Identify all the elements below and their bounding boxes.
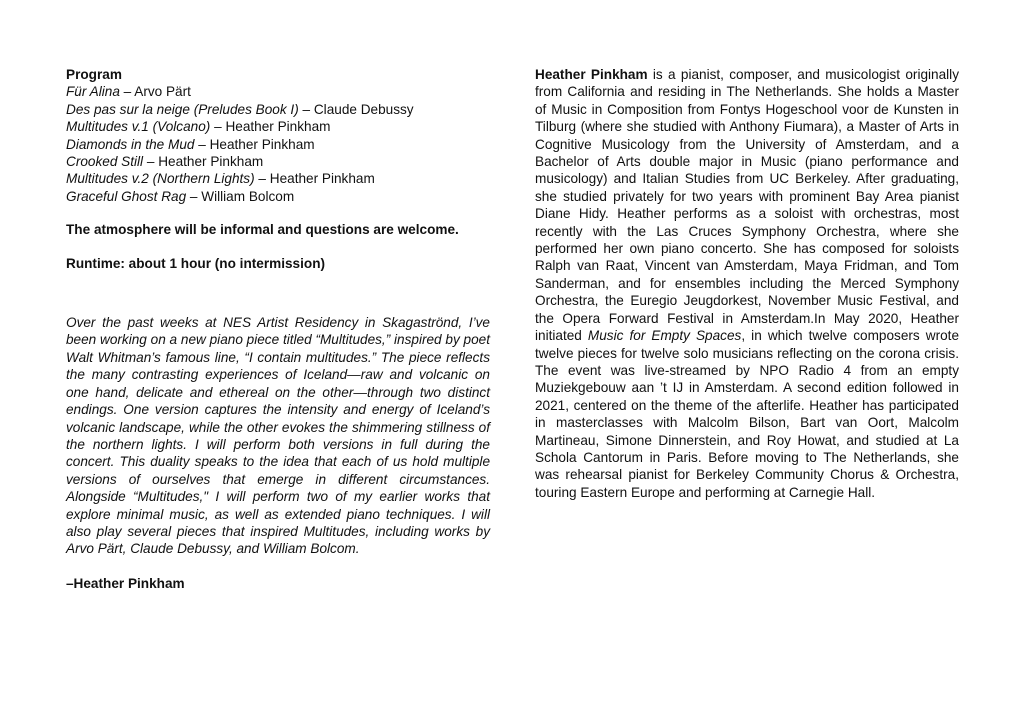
piece-title: Multitudes v.1 (Volcano) bbox=[66, 119, 211, 135]
separator: – bbox=[298, 101, 314, 117]
separator: – bbox=[254, 171, 270, 187]
bio-text-part1: is a pianist, composer, and musicologist originally from California and residing in The Netherlands. She holds a Master of Music in Composition from Fontys Hogeschool voor de Kunsten in Tilburg (where she studied with Anthony Fiumara), a Master of Arts in Cognitive Musicology from the University of Amsterdam, and a Bachelor of Arts double major in Music (piano performance and musicology) and Italian Studies from UC Berkeley. After graduating, she studied privately for two years with prominent Bay Area pianist Diane Hidy. Heather performs as a soloist with orchestras, most recently with the Las Cruces Symphony Orchestra, where she performed her own piano concerto. She has composed for soloists Ralph van Raat, Vincent van Amsterdam, Maya Fridman, and Tom Sanderman, and for ensembles including the Merced Symphony Orchestra, the Euregio Jeugdorkest, November Music Festival, and the Opera Forward Festival in Amsterdam.In May 2020, Heather initiated bbox=[535, 67, 960, 344]
artist-bio bbox=[535, 66, 959, 501]
piece-title: Crooked Still bbox=[66, 154, 144, 170]
composer: Claude Debussy bbox=[313, 101, 414, 117]
program-item bbox=[66, 153, 490, 170]
program-heading: Program bbox=[66, 67, 122, 82]
left-column bbox=[66, 66, 490, 592]
separator: – bbox=[119, 84, 135, 100]
composer: Heather Pinkham bbox=[158, 154, 264, 170]
composer: William Bolcom bbox=[201, 188, 295, 204]
program-section bbox=[66, 66, 490, 205]
right-column bbox=[535, 66, 959, 501]
program-item bbox=[66, 136, 490, 153]
signature: –Heather Pinkham bbox=[66, 575, 185, 591]
bio-name: Heather Pinkham bbox=[535, 67, 648, 82]
separator: – bbox=[194, 136, 210, 152]
program-item bbox=[66, 170, 490, 187]
piece-title: Des pas sur la neige (Preludes Book I) bbox=[66, 101, 299, 117]
artist-statement: Over the past weeks at NES Artist Residency in Skagaströnd, I’ve been working on a new piano piece titled “Multitudes,” inspired by poet Walt Whitman’s famous line, “I contain multitudes.” The piece reflects the many contrasting experiences of Iceland—raw and volcanic on one hand, delicate and ethereal on the other—through two distinct endings. One version captures the intensity and energy of Iceland’s volcanic landscape, while the other evokes the shimmering stillness of the northern lights. I will perform both versions in full during the concert. This duality speaks to the idea that each of us hold multiple versions of ourselves that emerge in different circumstances. Alongside “Multitudes," I will perform two of my earlier works that explore minimal music, as well as extended piano techniques. I will also play several pieces that inspired Multitudes, including works by Arvo Pärt, Claude Debussy, and William Bolcom. bbox=[66, 315, 490, 557]
composer: Arvo Pärt bbox=[134, 84, 191, 100]
bio-project-title: Music for Empty Spaces bbox=[587, 328, 742, 344]
piece-title: Multitudes v.2 (Northern Lights) bbox=[66, 171, 255, 187]
composer: Heather Pinkham bbox=[269, 171, 375, 187]
program-item bbox=[66, 101, 490, 118]
program-item bbox=[66, 188, 490, 205]
piece-title: Für Alina bbox=[66, 84, 120, 100]
program-item bbox=[66, 83, 490, 100]
bio-text-part2: , in which twelve composers wrote twelve pieces for twelve solo musicians reflecting on the corona crisis. The event was live-streamed by NPO Radio 4 from an empty Muziekgebouw aan ’t IJ in Amsterdam. A second edition followed in 2021, centered on the theme of the afterlife. Heather has participated in masterclasses with Malcolm Bilson, Bart van Oort, Malcolm Martineau, Simone Dinnerstein, and Roy Howat, and studied at La Schola Cantorum in Paris. Before moving to The Netherlands, she was rehearsal pianist for Berkeley Community Chorus & Orchestra, touring Eastern Europe and performing at Carnegie Hall. bbox=[535, 328, 960, 500]
separator: – bbox=[143, 154, 159, 170]
program-item bbox=[66, 118, 490, 135]
separator: – bbox=[186, 188, 202, 204]
composer: Heather Pinkham bbox=[225, 119, 331, 135]
runtime-note: Runtime: about 1 hour (no intermission) bbox=[66, 255, 326, 271]
atmosphere-note: The atmosphere will be informal and questions are welcome. bbox=[66, 222, 459, 238]
separator: – bbox=[210, 119, 226, 135]
piece-title: Graceful Ghost Rag bbox=[66, 188, 187, 204]
composer: Heather Pinkham bbox=[209, 136, 315, 152]
piece-title: Diamonds in the Mud bbox=[66, 136, 195, 152]
